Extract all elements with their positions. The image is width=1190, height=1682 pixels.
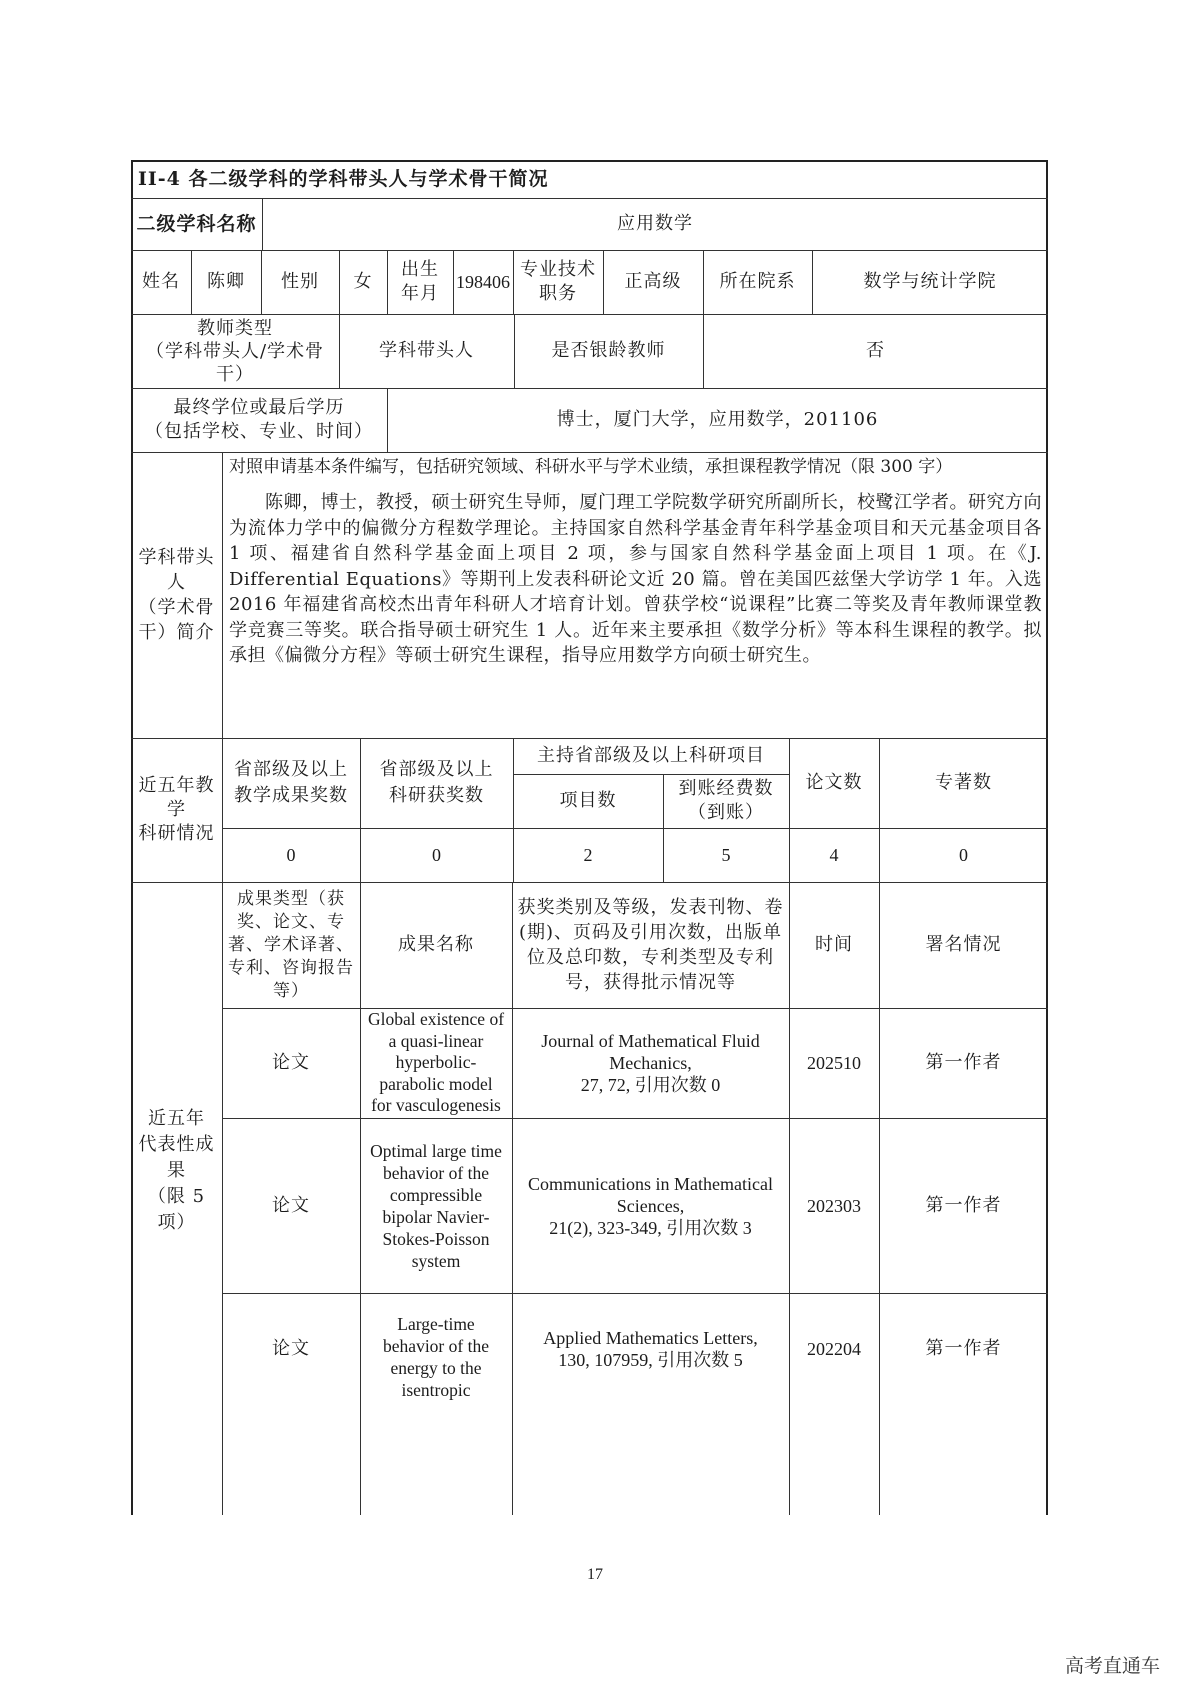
teacher-type-value: 学科带头人 bbox=[379, 340, 474, 361]
achievement-time: 202204 bbox=[807, 1339, 861, 1359]
birth-label: 出生 年月 bbox=[401, 259, 439, 304]
gender-label: 性别 bbox=[281, 271, 319, 292]
research-col-monographs: 专著数 bbox=[935, 772, 992, 793]
research-col-project-count: 项目数 bbox=[559, 790, 617, 811]
achievements-label: 近五年 代表性成果 （限 5 项） bbox=[138, 1108, 215, 1233]
research-value-monographs: 0 bbox=[959, 845, 968, 865]
intro-instruction: 对照申请基本条件编写，包括研究领域、科研水平与学术业绩，承担课程教学情况（限 300 字） bbox=[229, 457, 953, 477]
discipline-value: 应用数学 bbox=[617, 213, 693, 234]
section-title: II-4 各二级学科的学科带头人与学术骨干简况 bbox=[138, 168, 549, 190]
achievement-name: Large-time behavior of the energy to the isentropic bbox=[383, 1314, 489, 1400]
achievement-name: Global existence of a quasi-linear hyperbolic- parabolic model for vasculogenesis bbox=[367, 1009, 505, 1116]
dept-label: 所在院系 bbox=[719, 271, 796, 292]
name-label: 姓名 bbox=[142, 271, 180, 292]
research-col-teaching-awards: 省部级及以上 教学成果奖数 bbox=[234, 759, 348, 806]
degree-label: 最终学位或最后学历 （包括学校、专业、时间） bbox=[145, 397, 373, 442]
research-value-project-count: 2 bbox=[583, 845, 593, 865]
achievements-header-author: 署名情况 bbox=[925, 934, 1002, 955]
research-value-research-awards: 0 bbox=[432, 845, 441, 865]
achievement-author: 第一作者 bbox=[925, 1338, 1002, 1359]
achievement-type: 论文 bbox=[272, 1052, 310, 1073]
page-number: 17 bbox=[587, 1566, 603, 1583]
intro-label: 学科带头人 （学术骨 干）简介 bbox=[138, 547, 215, 643]
watermark-text: 高考直通车 bbox=[1064, 1655, 1160, 1677]
achievement-type: 论文 bbox=[272, 1194, 310, 1216]
research-col-research-awards: 省部级及以上 科研获奖数 bbox=[379, 759, 494, 806]
achievements-header-time: 时间 bbox=[815, 934, 853, 955]
achievements-header-name: 成果名称 bbox=[398, 934, 474, 955]
achievement-author: 第一作者 bbox=[925, 1052, 1002, 1073]
achievement-type: 论文 bbox=[272, 1338, 310, 1359]
research-col-projects: 主持省部级及以上科研项目 bbox=[537, 745, 765, 766]
intro-text: 陈卿，博士，教授，硕士研究生导师，厦门理工学院数学研究所副所长，校鹭江学者。研究方向为流体力学中的偏微分方程数学理论。主持国家自然科学基金青年科学基金项目和天元基金项目各 1 项、福建省自然科学基金面上项目 2 项，参与国家自然科学基金面上项目 1 项。在《J. Differential Equations》等期刊上发表科研论文近 20 篇。曾在美国匹兹堡大学访学 1 年。入选 2016 年福建省高校杰出青年科研人才培育计划。曾获学校“说课程”比赛二等奖及青年教师课堂教学竞赛三等奖。联合指导硕士研究生 1 人。近年来主要承担《数学分析》等本科生课程的教学。拟承担《偏微分方程》等硕士研究生课程，指导应用数学方向硕士研究生。 bbox=[229, 492, 1042, 666]
research-col-funding: 到账经费数 （到账） bbox=[678, 778, 774, 823]
achievements-header-type: 成果类型（获 奖、论文、专 著、学术译著、 专利、咨询报告 等） bbox=[228, 888, 354, 1001]
achievement-time: 202510 bbox=[807, 1053, 861, 1073]
research-value-teaching-awards: 0 bbox=[286, 845, 296, 865]
senior-teacher-label: 是否银龄教师 bbox=[551, 340, 666, 361]
dept-value: 数学与统计学院 bbox=[863, 271, 997, 292]
title-value: 正高级 bbox=[624, 271, 682, 292]
achievement-time: 202303 bbox=[807, 1195, 861, 1216]
birth-value: 198406 bbox=[456, 272, 510, 292]
research-value-papers: 4 bbox=[829, 845, 839, 865]
discipline-label: 二级学科名称 bbox=[136, 213, 257, 235]
research-col-papers: 论文数 bbox=[805, 772, 863, 793]
achievement-detail: Journal of Mathematical Fluid Mechanics, 27, 72, 引用次数 0 bbox=[541, 1031, 760, 1095]
senior-teacher-value: 否 bbox=[866, 340, 885, 361]
name-value: 陈卿 bbox=[207, 271, 245, 292]
achievement-name: Optimal large time behavior of the compressible bipolar Navier- Stokes-Poisson system bbox=[370, 1140, 502, 1271]
degree-value: 博士，厦门大学，应用数学，201106 bbox=[556, 409, 879, 430]
achievement-detail: Applied Mathematics Letters, 130, 107959, 引用次数 5 bbox=[543, 1328, 758, 1370]
teacher-type-label: 教师类型 （学科带头人/学术骨 干） bbox=[145, 317, 325, 385]
research-value-funding: 5 bbox=[721, 845, 731, 865]
gender-value: 女 bbox=[353, 271, 373, 292]
achievement-author: 第一作者 bbox=[925, 1194, 1002, 1216]
achievement-detail: Communications in Mathematical Sciences, 21(2), 323-349, 引用次数 3 bbox=[528, 1173, 773, 1238]
title-label: 专业技术 职务 bbox=[520, 259, 596, 304]
research-label: 近五年教学 科研情况 bbox=[138, 775, 215, 844]
achievements-header-detail: 获奖类别及等级，发表刊物、卷 (期)、页码及引用次数，出版单 位及总印数，专利类型及专利 号，获得批示情况等 bbox=[517, 897, 784, 993]
